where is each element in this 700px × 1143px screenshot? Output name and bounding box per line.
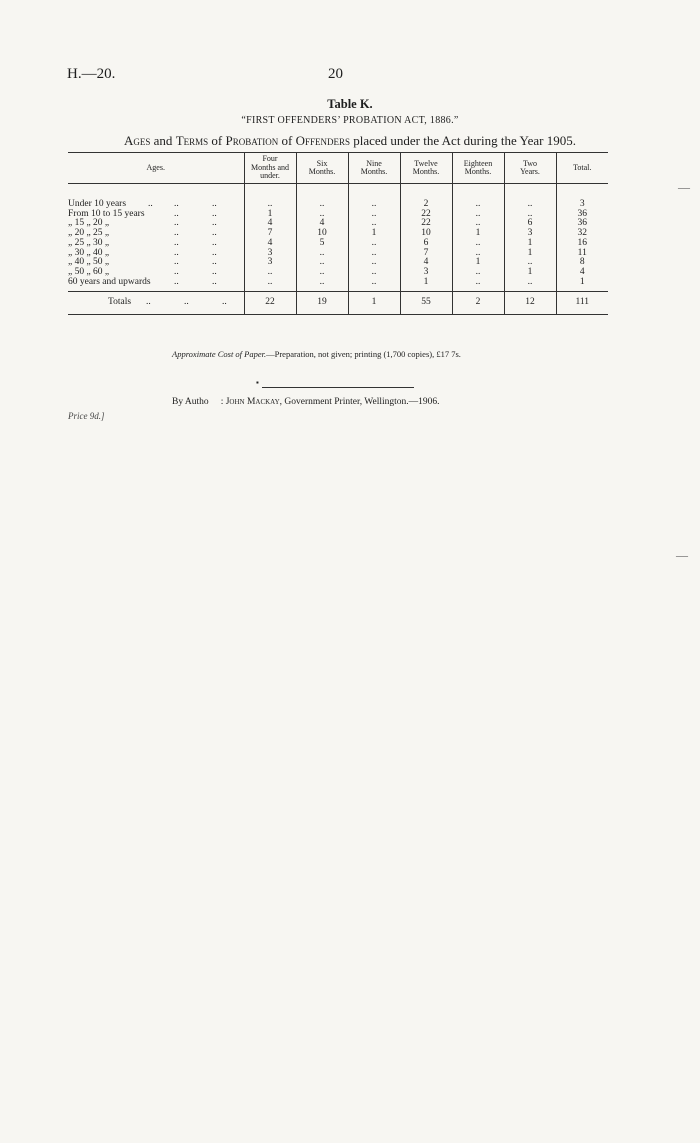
col-nine-months xyxy=(348,153,400,184)
table-cell: .. xyxy=(452,278,504,292)
leader-dots: .. xyxy=(212,266,217,277)
table-cell: 8 xyxy=(556,258,608,268)
leader-dots: .. xyxy=(222,297,227,308)
col-text: Months. xyxy=(360,167,388,176)
printer-by: By Autho xyxy=(172,397,209,407)
totals-value: 55 xyxy=(400,292,452,315)
table-cell: 10 xyxy=(296,229,348,239)
title-part: placed under the Act during the Year 1905. xyxy=(349,133,576,148)
age-group-label: Under 10 years xyxy=(68,199,127,209)
col-twelve-months xyxy=(400,153,452,184)
totals-label-cell xyxy=(68,292,244,315)
table-row xyxy=(68,229,608,239)
table-cell: 3 xyxy=(244,249,296,259)
table-cell: .. xyxy=(348,249,400,259)
table-cell: .. xyxy=(348,268,400,278)
table-cell: .. xyxy=(296,258,348,268)
table-cell: 22 xyxy=(400,219,452,229)
col-text: Twelve xyxy=(414,158,438,168)
table-cell: .. xyxy=(504,210,556,220)
leader-dots: .. xyxy=(174,218,179,229)
table-row xyxy=(68,219,608,229)
table-cell: 6 xyxy=(504,219,556,229)
spacer-cell xyxy=(244,184,296,201)
table-cell: .. xyxy=(452,210,504,220)
table-cell: 22 xyxy=(400,210,452,220)
table-row xyxy=(68,210,608,220)
title-part: Terms xyxy=(175,133,209,148)
table-row xyxy=(68,258,608,268)
table-row xyxy=(68,249,608,259)
leader-dots: .. xyxy=(212,257,217,268)
table-cell: 6 xyxy=(400,239,452,249)
leader-dots: .. xyxy=(146,297,151,308)
spacer-cell xyxy=(504,184,556,201)
leader-dots: .. xyxy=(212,247,217,258)
col-text: Months and xyxy=(251,162,289,172)
leader-dots: .. xyxy=(174,247,179,258)
table-cell: .. xyxy=(452,249,504,259)
table-cell: 1 xyxy=(400,278,452,292)
col-text: Two xyxy=(522,158,538,168)
totals-value: 12 xyxy=(504,292,556,315)
table-cell: .. xyxy=(296,268,348,278)
table-cell: 1 xyxy=(244,210,296,220)
table-cell: 1 xyxy=(348,229,400,239)
table-cell: 7 xyxy=(400,249,452,259)
table-cell: 16 xyxy=(556,239,608,249)
leader-dots: .. xyxy=(212,208,217,219)
spacer-cell xyxy=(348,184,400,201)
table-cell: 3 xyxy=(504,229,556,239)
title-part: of xyxy=(208,133,226,148)
table-cell: 4 xyxy=(556,268,608,278)
table-cell: .. xyxy=(296,200,348,210)
spacer-cell xyxy=(68,184,244,201)
table-cell: 5 xyxy=(296,239,348,249)
totals-row xyxy=(68,292,608,315)
totals-value: 19 xyxy=(296,292,348,315)
table-row xyxy=(68,239,608,249)
leader-dots: .. xyxy=(184,297,189,308)
leader-dots: .. xyxy=(212,199,217,209)
totals-label: Totals xyxy=(108,297,132,308)
table-cell: .. xyxy=(296,210,348,220)
table-cell: 4 xyxy=(296,219,348,229)
page-number: 20 xyxy=(328,66,343,82)
age-group-label: „ 50 „ 60 „ xyxy=(68,266,110,277)
price-note: Price 9d.] xyxy=(68,411,105,421)
bullet-mark: ▪ xyxy=(256,378,259,387)
leader-dots: .. xyxy=(174,276,179,287)
header-row xyxy=(68,153,608,184)
col-six-months xyxy=(296,153,348,184)
margin-mark: — xyxy=(678,180,690,194)
leader-dots: .. xyxy=(212,218,217,229)
table-cell: .. xyxy=(244,200,296,210)
leader-dots: .. xyxy=(174,199,179,209)
title-part: Ages xyxy=(124,133,151,148)
age-group-label: „ 15 „ 20 „ xyxy=(68,218,110,229)
table-cell: 36 xyxy=(556,219,608,229)
table-cell: 7 xyxy=(244,229,296,239)
table-cell: 10 xyxy=(400,229,452,239)
age-group-label: „ 20 „ 25 „ xyxy=(68,228,110,239)
table-cell: .. xyxy=(452,268,504,278)
table-cell: 2 xyxy=(400,200,452,210)
col-total: Total. xyxy=(556,153,608,184)
table-body xyxy=(68,184,608,292)
table-cell: 3 xyxy=(400,268,452,278)
leader-dots: .. xyxy=(212,276,217,287)
title-part: of xyxy=(278,133,296,148)
main-title xyxy=(0,133,700,149)
age-group-label: From 10 to 15 years xyxy=(68,208,145,219)
table-title: Table K. xyxy=(327,97,373,111)
table-cell: 1 xyxy=(504,268,556,278)
table-cell: .. xyxy=(296,278,348,292)
printer-sep: : xyxy=(220,397,226,407)
col-text: Four xyxy=(262,154,278,164)
col-two-years xyxy=(504,153,556,184)
table-cell: 4 xyxy=(244,239,296,249)
table-cell: .. xyxy=(348,219,400,229)
cost-text: —Preparation, not given; printing (1,700 copies), £17 7s. xyxy=(266,349,461,359)
table-cell: 1 xyxy=(504,249,556,259)
spacer-cell xyxy=(556,184,608,201)
table-cell: 1 xyxy=(504,239,556,249)
age-group-label: 60 years and upwards xyxy=(68,276,151,287)
table-row xyxy=(68,200,608,210)
spacer-cell xyxy=(452,184,504,201)
totals-value: 1 xyxy=(348,292,400,315)
totals-value: 111 xyxy=(556,292,608,315)
leader-dots: .. xyxy=(174,208,179,219)
table-cell: .. xyxy=(504,200,556,210)
leader-dots: .. xyxy=(174,266,179,277)
title-part: Probation xyxy=(225,133,279,148)
table-cell: .. xyxy=(504,258,556,268)
act-title: “FIRST OFFENDERS’ PROBATION ACT, 1886.” xyxy=(241,115,459,126)
table-cell: .. xyxy=(348,239,400,249)
col-four-months xyxy=(244,153,296,184)
table-cell: .. xyxy=(452,239,504,249)
age-group-label: „ 25 „ 30 „ xyxy=(68,237,110,248)
cost-label: Approximate Cost of Paper. xyxy=(172,349,267,359)
age-group-label: „ 30 „ 40 „ xyxy=(68,247,110,258)
table-cell: 36 xyxy=(556,210,608,220)
page-reference: H.—20. xyxy=(67,66,116,82)
totals-value: 2 xyxy=(452,292,504,315)
spacer-cell xyxy=(296,184,348,201)
spacer-cell xyxy=(400,184,452,201)
col-text: Six xyxy=(316,158,328,168)
table-cell: .. xyxy=(348,258,400,268)
table-cell: 11 xyxy=(556,249,608,259)
age-group-cell: Under 10 years .. .. .. xyxy=(68,200,244,210)
margin-mark: — xyxy=(676,548,688,562)
printer-name: John Mackay xyxy=(225,397,280,407)
col-text: under. xyxy=(260,171,280,181)
table-cell: .. xyxy=(244,268,296,278)
col-eighteen-months xyxy=(452,153,504,184)
leader-dots: .. xyxy=(212,237,217,248)
title-part: Offenders xyxy=(295,133,350,148)
col-text: Months. xyxy=(308,167,336,176)
table-cell: 1 xyxy=(452,258,504,268)
table-cell: .. xyxy=(504,278,556,292)
age-group-cell xyxy=(68,278,244,292)
footer-rule xyxy=(262,387,414,388)
printer-imprint xyxy=(172,397,440,407)
table-cell: 1 xyxy=(452,229,504,239)
col-text: Months. xyxy=(412,167,440,176)
table-cell: .. xyxy=(348,210,400,220)
col-ages: Ages. xyxy=(68,153,244,184)
table-row xyxy=(68,278,608,292)
table-cell: 1 xyxy=(556,278,608,292)
table-cell: .. xyxy=(452,200,504,210)
leader-dots: .. xyxy=(174,228,179,239)
spacer-row xyxy=(68,184,608,201)
table-cell: 4 xyxy=(400,258,452,268)
col-text: Eighteen xyxy=(463,158,493,168)
cost-note xyxy=(172,349,461,359)
col-text: Nine xyxy=(366,158,382,168)
printer-rest: , Government Printer, Wellington.—1906. xyxy=(279,397,440,407)
table-cell: .. xyxy=(452,219,504,229)
table-cell: 32 xyxy=(556,229,608,239)
leader-dots: .. xyxy=(212,228,217,239)
probation-table xyxy=(68,152,608,315)
table-cell: 4 xyxy=(244,219,296,229)
age-group-label: „ 40 „ 50 „ xyxy=(68,257,110,268)
table-cell: 3 xyxy=(244,258,296,268)
table-cell: .. xyxy=(296,249,348,259)
table-cell: .. xyxy=(244,278,296,292)
table-cell: 3 xyxy=(556,200,608,210)
table-cell: .. xyxy=(348,278,400,292)
title-part: and xyxy=(150,133,176,148)
leader-dots: .. xyxy=(174,257,179,268)
leader-dots: .. xyxy=(174,237,179,248)
col-text: Years. xyxy=(520,167,540,176)
col-text: Months. xyxy=(464,167,492,176)
totals-value: 22 xyxy=(244,292,296,315)
table-cell: .. xyxy=(348,200,400,210)
